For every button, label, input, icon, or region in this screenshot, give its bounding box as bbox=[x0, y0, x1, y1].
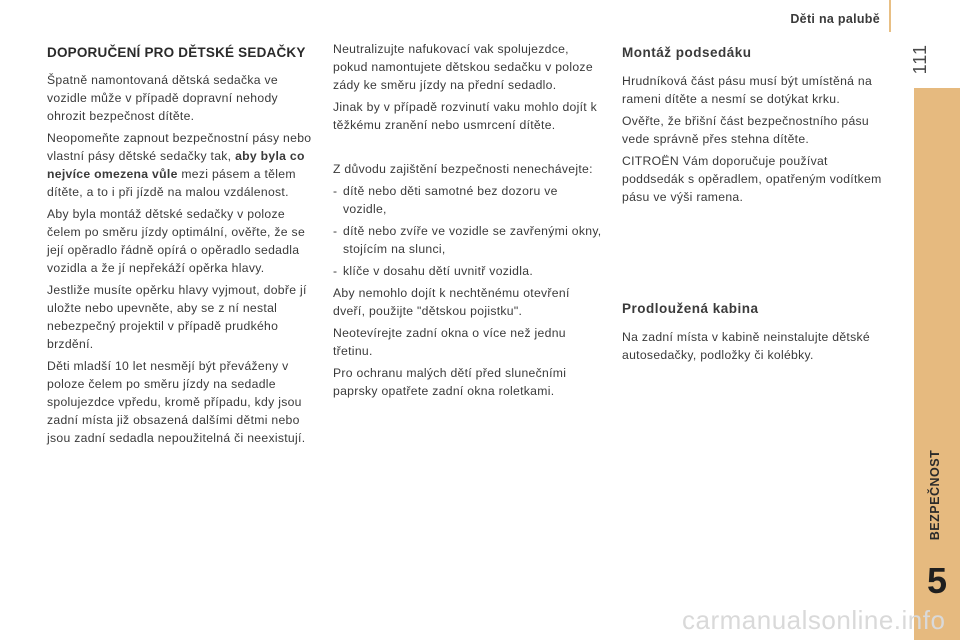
emphasis-text: aby byla co nejvíce omezena vůle bbox=[47, 149, 305, 181]
column-middle bbox=[333, 40, 605, 404]
list-item: - klíče v dosahu dětí uvnitř vozidla. bbox=[333, 262, 605, 280]
watermark: carmanualsonline.info bbox=[682, 605, 946, 635]
paragraph: Ověřte, že břišní část bezpečnostního pásu vede správně přes stehna dítěte. bbox=[622, 114, 870, 146]
paragraph: Hrudníková část pásu musí být umístěná na rameni dítěte a nesmí se dotýkat krku. bbox=[622, 74, 873, 106]
paragraph bbox=[47, 129, 315, 201]
paragraph-text: Neopomeňte zapnout bezpečnostní pásy nebo vlastní pásy dětské sedačky tak, bbox=[47, 131, 312, 163]
column-right bbox=[622, 40, 892, 368]
section-title: Děti na palubě bbox=[790, 12, 880, 26]
paragraph: CITROËN Vám doporučuje používat poddsedák s opěradlem, opatřeným vodítkem pásu ve výši ramena. bbox=[622, 154, 882, 204]
paragraph: Pro ochranu malých dětí před slunečními paprsky opatřete zadní okna roletkami. bbox=[333, 366, 567, 398]
paragraph: Aby nemohlo dojít k nechtěnému otevření dveří, použijte "dětskou pojistku". bbox=[333, 286, 570, 318]
header-divider bbox=[889, 0, 891, 32]
paragraph: Děti mladší 10 let nesmějí být převáženy v poloze čelem po směru jízdy na sedadle spolujezdce vpředu, kromě případu, kdy jsou zadní místa již obsazená dalšími dětmi nebo jsou zadní sedadla nepoužitelná či neexistují. bbox=[47, 359, 306, 445]
paragraph: Jestliže musíte opěrku hlavy vyjmout, dobře jí uložte nebo upevněte, aby se z ní nestal nebezpečný projektil v případě prudkého brzdění. bbox=[47, 283, 307, 351]
chapter-label bbox=[920, 430, 950, 560]
paragraph: Na zadní místa v kabině neinstalujte dětské autosedačky, podložky či kolébky. bbox=[622, 330, 870, 362]
list-item: - dítě nebo zvíře ve vozidle se zavřenými okny, stojícím na slunci, bbox=[333, 222, 605, 258]
paragraph: Neotevírejte zadní okna o více než jednu třetinu. bbox=[333, 326, 566, 358]
paragraph: Jinak by v případě rozvinutí vaku mohlo dojít k těžkému zranění nebo usmrcení dítěte. bbox=[333, 100, 598, 132]
chapter-number: 5 bbox=[926, 560, 948, 601]
paragraph-text: mezi pásem a tělem dítěte, a to i při jízdě na malou vzdálenost. bbox=[47, 167, 296, 199]
list-item: - dítě nebo děti samotné bez dozoru ve vozidle, bbox=[333, 182, 605, 218]
page-number: 111 bbox=[910, 44, 930, 75]
warning-list bbox=[333, 182, 605, 280]
main-heading: DOPORUČENÍ PRO DĚTSKÉ SEDAČKY bbox=[47, 45, 306, 60]
chapter-label-text: BEZPEČNOST bbox=[928, 449, 942, 541]
column-left bbox=[47, 40, 315, 451]
subheading-booster-seat: Montáž podsedáku bbox=[622, 45, 752, 60]
paragraph: Neutralizujte nafukovací vak spolujezdce, pokud namontujete dětskou sedačku v poloze zády ke směru jízdy na přední sedadlo. bbox=[333, 42, 593, 92]
subheading-extended-cab: Prodloužená kabina bbox=[622, 301, 759, 316]
paragraph: Z důvodu zajištění bezpečnosti nenechávejte: bbox=[333, 162, 593, 176]
paragraph: Aby byla montáž dětské sedačky v poloze čelem po směru jízdy optimální, ověřte, že se její opěradlo řádně opírá o opěradlo sedadla vozidla a že jí nepřekáží opěrka hlavy. bbox=[47, 207, 306, 275]
paragraph: Špatně namontovaná dětská sedačka ve vozidle může v případě dopravní nehody ohrozit bezpečnost dítěte. bbox=[47, 73, 279, 123]
